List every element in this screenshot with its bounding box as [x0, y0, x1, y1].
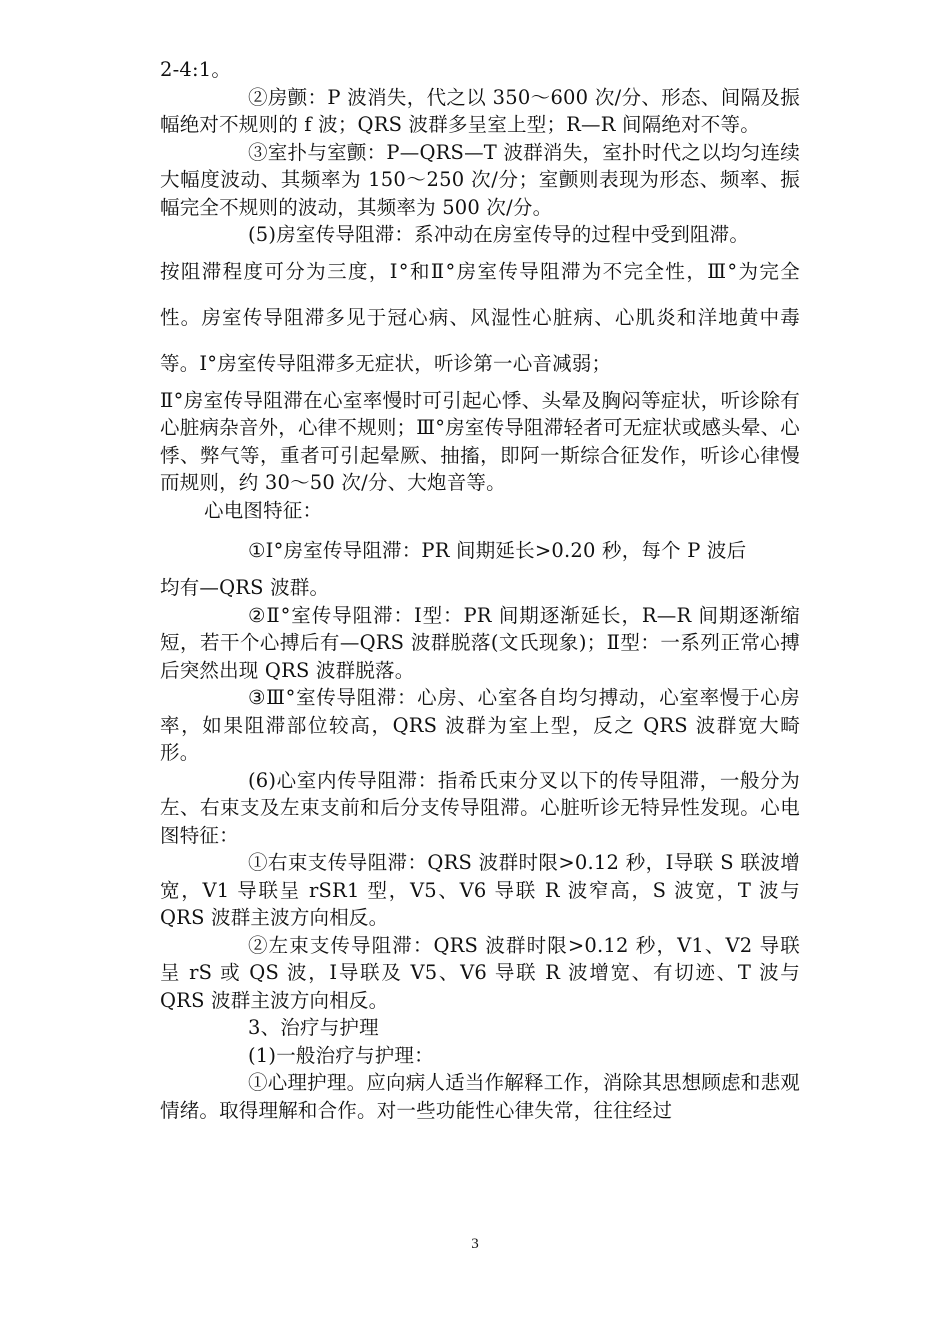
section-heading-treatment-nursing: 3、治疗与护理	[248, 1016, 379, 1039]
paragraph-av-block-symptoms: Ⅱ°房室传导阻滞在心室率慢时可引起心悸、头晕及胸闷等症状，听诊除有心脏病杂音外，心律不规则；Ⅲ°房室传导阻滞轻者可无症状或感头晕、心悸、弊气等，重者可引起晕厥、抽搐，即阿一斯综合征发作，听诊心律慢而规则，约 30～50 次/分、大炮音等。	[160, 388, 800, 494]
page-number: 3	[471, 1236, 479, 1252]
subheading-general-treatment: (1)一般治疗与护理：	[248, 1043, 434, 1067]
paragraph-first-degree-block: ①Ⅰ°房室传导阻滞：PR 间期延长>0.20 秒，每个 P 波后	[248, 539, 747, 562]
body-text	[160, 56, 800, 1124]
paragraph-intraventricular-block: (6)心室内传导阻滞：指希氏束分叉以下的传导阻滞，一般分为左、右束支及左束支前和后分支传导阻滞。心脏听诊无特异性发现。心电图特征：	[160, 768, 800, 847]
paragraph-left-bundle-branch-block: ②左束支传导阻滞：QRS 波群时限>0.12 秒，V1、V2 导联呈 rS 或 QS 波，Ⅰ导联及 V5、V6 导联 R 波增宽、有切迹、T 波与 QRS 波群主波方向相反。	[160, 933, 800, 1012]
paragraph-av-block-degrees: 按阻滞程度可分为三度，Ⅰ°和Ⅱ°房室传导阻滞为不完全性，Ⅲ°为完全性。房室传导阻滞多见于冠心病、风湿性心脏病、心肌炎和洋地黄中毒等。Ⅰ°房室传导阻滞多无症状，听诊第一心音减弱；	[160, 259, 800, 375]
paragraph-second-degree-block: ②Ⅱ°室传导阻滞：Ⅰ型：PR 间期逐渐延长，R—R 间期逐渐缩短，若干个心搏后有—QRS 波群脱落(文氏现象)；Ⅱ型：一系列正常心搏后突然出现 QRS 波群脱落。	[160, 603, 800, 682]
paragraph-atrial-fibrillation: ②房颤：P 波消失，代之以 350～600 次/分、形态、间隔及振幅绝对不规则的 f 波；QRS 波群多呈室上型；R—R 间隔绝对不等。	[160, 85, 800, 136]
paragraph-right-bundle-branch-block: ①右束支传导阻滞：QRS 波群时限>0.12 秒，Ⅰ导联 S 联波增宽，V1 导联呈 rSR1 型，V5、V6 导联 R 波窄高，S 波宽，T 波与 QRS 波群主波方向相反。	[160, 851, 800, 929]
paragraph-ventricular-flutter-fibrillation: ③室扑与室颤：P—QRS—T 波群消失，室扑时代之以均匀连续大幅度波动、其频率为 150～250 次/分；室颤则表现为形态、频率、振幅完全不规则的波动，其频率为 500 次/分。	[160, 140, 800, 219]
paragraph-third-degree-block: ③Ⅲ°室传导阻滞：心房、心室各自均匀搏动，心室率慢于心房率，如果阻滞部位较高，QRS 波群为室上型，反之 QRS 波群宽大畸形。	[160, 686, 800, 764]
paragraph-first-degree-block-cont: 均有—QRS 波群。	[160, 576, 330, 599]
paragraph-ecg-features-label: 心电图特征：	[204, 498, 323, 522]
paragraph-ratio-continuation: 2-4:1。	[160, 58, 232, 81]
paragraph-av-block-heading: (5)房室传导阻滞：系冲动在房室传导的过程中受到阻滞。	[248, 223, 750, 246]
paragraph-psychological-nursing: ①心理护理。应向病人适当作解释工作，消除其思想顾虑和悲观情绪。取得理解和合作。对一些功能性心律失常，往往经过	[160, 1071, 800, 1122]
